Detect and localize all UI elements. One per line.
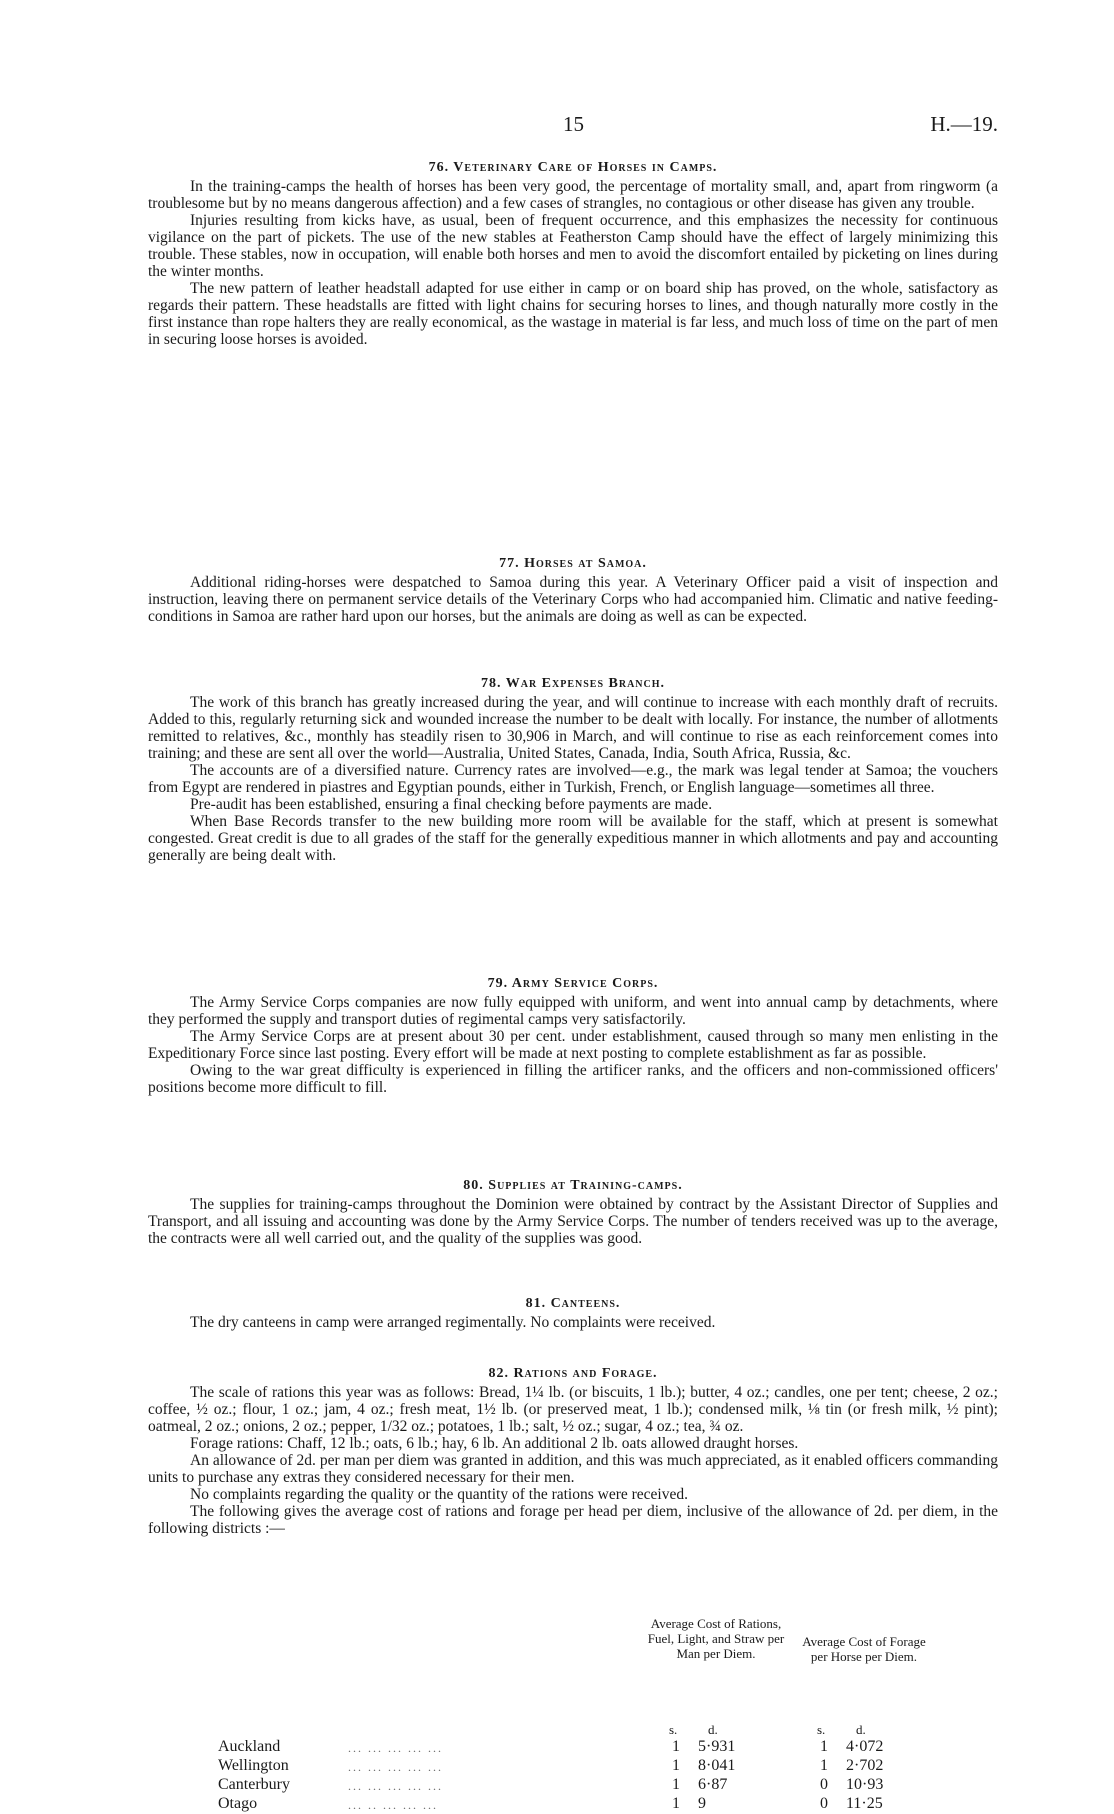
- section-heading: 76. Veterinary Care of Horses in Camps.: [428, 160, 718, 175]
- leader-dots: ... ... ... ... ...: [348, 1741, 443, 1755]
- paragraph: When Base Records transfer to the new building more room will be available for the staff, which at present is somewhat congested. Great credit is due to all grades of the staff for the generally expeditious manner in which allotments and pay and accounting generally are being dealt with.: [148, 813, 998, 864]
- section-heading: 79. Army Service Corps.: [487, 976, 659, 991]
- paragraph: The new pattern of leather headstall adapted for use either in camp or on board ship has proved, on the whole, satisfactory as regards their pattern. These headstalls are fitted with light chains for securing horses to lines, and though naturally more costly in the first instance than rope halters they are really economical, as the wastage in material is far less, and much loss of time on the part of men in securing loose horses is avoided.: [148, 280, 998, 348]
- section-heading: 81. Canteens.: [525, 1296, 621, 1311]
- district-name: Wellington: [218, 1757, 289, 1774]
- paragraph: The supplies for training-camps throughout the Dominion were obtained by contract by the Assistant Director of Supplies and Transport, and all issuing and accounting was done by the Army Service Corps. The number of tenders received was up to the average, the contracts were all well carried out, and the quality of the supplies was good.: [148, 1196, 998, 1247]
- section-heading: 82. Rations and Forage.: [488, 1366, 658, 1381]
- forage-shillings: 0: [820, 1776, 828, 1793]
- paragraph: In the training-camps the health of horses has been very good, the percentage of mortality small, and, apart from ringworm (a troublesome but by no means dangerous affection) and a few cases of strangles, no contagious or other disease has given any trouble.: [148, 178, 998, 212]
- table-row: [148, 1738, 998, 1757]
- page-number: 15: [563, 112, 584, 136]
- section-79: [148, 974, 998, 1096]
- district-name: Otago: [218, 1795, 258, 1812]
- section-76: [148, 158, 998, 348]
- paragraph: Pre-audit has been established, ensuring a final checking before payments are made.: [190, 796, 713, 813]
- column-header-forage: Average Cost of Forage per Horse per Diem.: [802, 1634, 926, 1664]
- rations-pence: 6·87: [698, 1776, 728, 1793]
- forage-shillings: 1: [820, 1738, 828, 1755]
- leader-dots: ... .. ... ... ...: [348, 1798, 438, 1812]
- unit-pence: d.: [856, 1722, 866, 1737]
- table-row: [148, 1757, 998, 1776]
- unit-shillings: s.: [817, 1722, 826, 1737]
- paragraph: The dry canteens in camp were arranged regimentally. No complaints were received.: [190, 1314, 716, 1331]
- rations-shillings: 1: [672, 1776, 680, 1793]
- paragraph: Forage rations: Chaff, 12 lb.; oats, 6 lb.; hay, 6 lb. An additional 2 lb. oats allowed draught horses.: [190, 1435, 799, 1452]
- forage-shillings: 0: [820, 1795, 828, 1812]
- document-reference: H.—19.: [930, 112, 998, 136]
- table-row: [148, 1795, 998, 1814]
- paragraph: The Army Service Corps are at present about 30 per cent. under establishment, caused through so many men enlisting in the Expeditionary Force since last posting. Every effort will be made at next posting to complete establishment as far as possible.: [148, 1028, 998, 1062]
- paragraph: The Army Service Corps companies are now fully equipped with uniform, and went into annual camp by detachments, where they performed the supply and transport duties of regimental camps very satisfactorily.: [148, 994, 998, 1028]
- section-78: [148, 674, 998, 864]
- leader-dots: ... ... ... ... ...: [348, 1760, 443, 1774]
- forage-pence: 10·93: [846, 1776, 884, 1793]
- cost-table: [148, 1616, 998, 1812]
- paragraph: The work of this branch has greatly increased during the year, and will continue to increase with each monthly draft of recruits. Added to this, regularly returning sick and wounded increase the number to be dealt with locally. For instance, the number of allotments remitted to relatives, &c., monthly has steadily risen to 30,906 in March, and will continue to rise as each reinforcement comes into training; and these are sent all over the world—Australia, United States, Canada, India, South Africa, Russia, &c.: [148, 694, 998, 762]
- district-name: Canterbury: [218, 1776, 290, 1793]
- forage-pence: 2·702: [846, 1757, 884, 1774]
- paragraph: Owing to the war great difficulty is experienced in filling the artificer ranks, and the officers and non-commissioned officers' positions become more difficult to fill.: [148, 1062, 998, 1096]
- section-82: [148, 1364, 998, 1537]
- unit-pence: d.: [708, 1722, 718, 1737]
- leader-dots: ... ... ... ... ...: [348, 1779, 443, 1793]
- rations-pence: 5·931: [698, 1738, 736, 1755]
- paragraph: The scale of rations this year was as follows: Bread, 1¼ lb. (or biscuits, 1 lb.); butter, 4 oz.; candles, one per tent; cheese, 2 oz.; coffee, ½ oz.; flour, 1 oz.; jam, 4 oz.; fresh meat, 1½ lb. (or preserved meat, 1 lb.); condensed milk, ⅛ tin (or fresh milk, ½ pint); oatmeal, 2 oz.; onions, 2 oz.; pepper, 1/32 oz.; potatoes, 1 lb.; salt, ½ oz.; sugar, 4 oz.; tea, ¾ oz.: [148, 1384, 998, 1435]
- paragraph: No complaints regarding the quality or the quantity of the rations were received.: [190, 1486, 688, 1503]
- paragraph: An allowance of 2d. per man per diem was granted in addition, and this was much appreciated, as it enabled officers commanding units to purchase any extras they considered necessary for their men.: [148, 1452, 998, 1486]
- rations-pence: 9: [698, 1795, 706, 1812]
- rations-pence: 8·041: [698, 1757, 736, 1774]
- paragraph: The accounts are of a diversified nature. Currency rates are involved—e.g., the mark was legal tender at Samoa; the vouchers from Egypt are rendered in piastres and Egyptian pounds, either in Turkish, French, or English language—sometimes all three.: [148, 762, 998, 796]
- rations-shillings: 1: [672, 1795, 680, 1812]
- paragraph: Injuries resulting from kicks have, as usual, been of frequent occurrence, and this emphasizes the necessity for continuous vigilance on the part of pickets. The use of the new stables at Featherston Camp should have the effect of largely minimizing this trouble. These stables, now in occupation, will enable both horses and men to avoid the discomfort entailed by picketing on lines during the winter months.: [148, 212, 998, 280]
- rations-shillings: 1: [672, 1738, 680, 1755]
- forage-pence: 11·25: [846, 1795, 883, 1812]
- page-header: [148, 96, 998, 136]
- section-heading: 77. Horses at Samoa.: [499, 556, 647, 571]
- paragraph: The following gives the average cost of rations and forage per head per diem, inclusive of the allowance of 2d. per diem, in the following districts :—: [148, 1503, 998, 1537]
- district-name: Auckland: [218, 1738, 281, 1755]
- section-77: [148, 554, 998, 625]
- rations-shillings: 1: [672, 1757, 680, 1774]
- table-row: [148, 1776, 998, 1795]
- section-heading: 80. Supplies at Training-camps.: [463, 1178, 683, 1193]
- forage-shillings: 1: [820, 1757, 828, 1774]
- section-80: [148, 1176, 998, 1247]
- unit-shillings: s.: [669, 1722, 678, 1737]
- section-81: [148, 1294, 998, 1331]
- forage-pence: 4·072: [846, 1738, 884, 1755]
- column-header-rations: Average Cost of Rations, Fuel, Light, and Straw per Man per Diem.: [647, 1616, 785, 1661]
- section-heading: 78. War Expenses Branch.: [480, 676, 666, 691]
- document-page: [148, 96, 998, 1812]
- paragraph: Additional riding-horses were despatched to Samoa during this year. A Veterinary Officer paid a visit of inspection and instruction, leaving there on permanent service details of the Veterinary Corps who had accompanied him. Climatic and native feeding-conditions in Samoa are rather hard upon our horses, but the animals are doing as well as can be expected.: [148, 574, 998, 625]
